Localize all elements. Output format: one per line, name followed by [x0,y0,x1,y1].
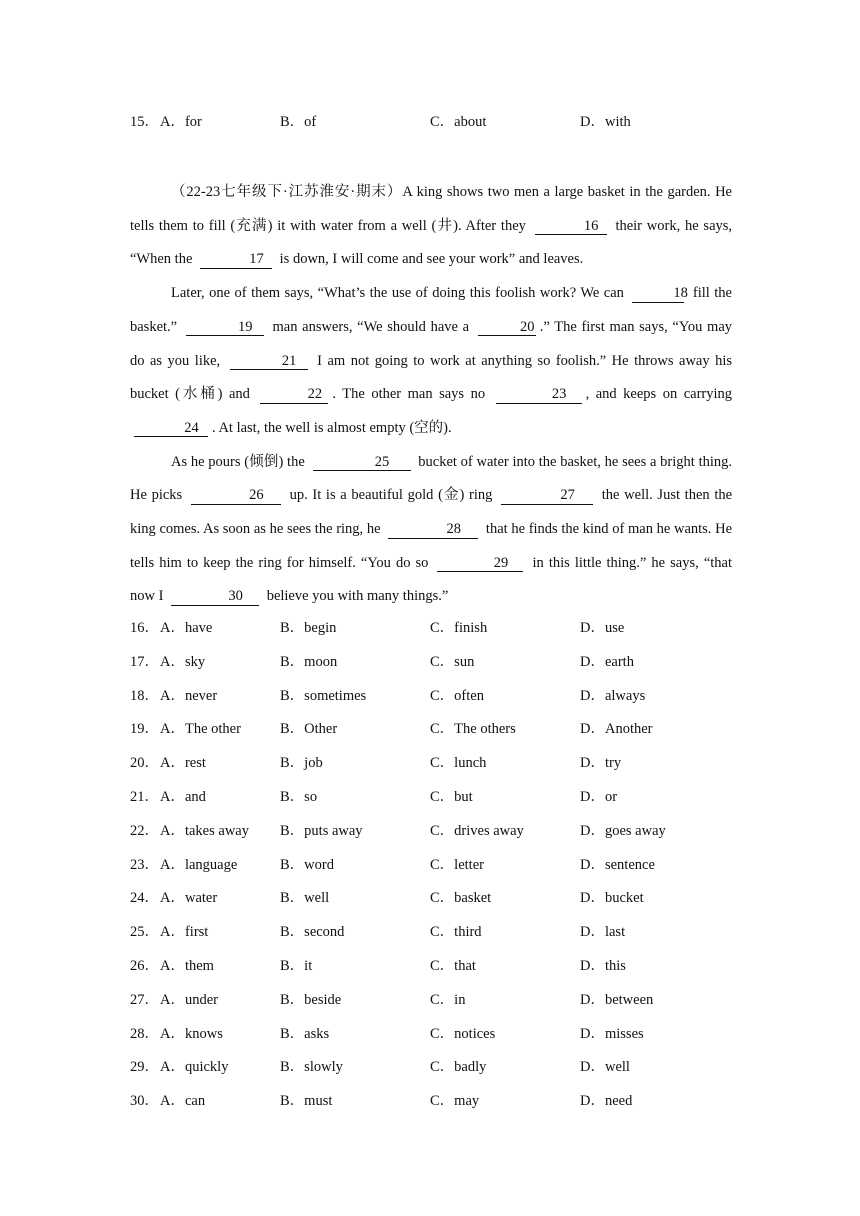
passage-text: believe you with many things.” [266,588,449,605]
question-number: 27． [130,991,159,1008]
option-b: B．asks [280,1025,330,1042]
question-number: 28． [130,1025,159,1042]
passage-text: . At last, the well is almost empty (空的). [212,419,452,436]
option-c: C．notices [430,1025,496,1042]
option-d: D．sentence [580,856,655,873]
option-d: D．bucket [580,890,644,907]
question-number: 29． [130,1059,159,1076]
option-a: A．water [160,890,218,907]
option-b: B．of [280,114,317,130]
option-b: B．slowly [280,1059,343,1076]
passage-text: .” The first man says, “You may do as you like, [130,318,733,369]
passage-text: fill the basket.” [130,285,732,335]
blank-27: 27 [501,488,593,505]
option-d: D．Another [580,721,653,738]
option-b: B．must [280,1093,333,1110]
blank-23: 23 [496,387,582,404]
passage-text: . The other man says no [332,386,486,403]
option-d: D．earth [580,653,634,670]
option-c: C．often [430,687,484,704]
passage-text: I am not going to work at anything so foolish.” He throws away his bucket (水桶) and [130,352,733,403]
question-number: 24． [130,890,159,907]
option-a: A．and [160,789,206,805]
passage-text: up. It is a beautiful gold (金) ring [289,487,493,504]
option-b: B．beside [280,991,342,1008]
option-b: B．second [280,924,345,941]
option-b: B．well [280,890,330,907]
option-b: B．Other [280,721,338,738]
passage-paragraph-1 [130,176,732,277]
option-a: A．can [160,1093,206,1110]
option-d: D．well [580,1059,630,1076]
passage-text: in this little thing.” he says, “that now I [130,554,732,605]
option-a: A．The other [160,721,241,738]
blank-28: 28 [388,522,478,539]
passage-text: A king shows two men a large basket in the garden. He tells them to fill (充满) it with water from a well (井). After they [130,184,732,234]
reading-passage [130,176,732,614]
blank-29: 29 [437,556,523,573]
blank-24: 24 [134,421,208,438]
option-b: B．begin [280,620,337,636]
blank-17: 17 [200,252,272,269]
question-number: 18． [130,687,159,704]
passage-paragraph-3 [130,446,732,615]
blank-30: 30 [171,589,259,606]
passage-text: As he pours (倾倒) the [171,453,305,470]
passage-text: their work, he says, “When the [130,217,733,268]
question-number: 26． [130,958,159,974]
option-a: A．never [160,687,218,704]
option-c: C．but [430,789,473,805]
option-a: A．language [160,856,238,873]
question-number: 17． [130,653,159,670]
option-a: A．knows [160,1025,223,1042]
passage-text: is down, I will come and see your work” and leaves. [279,251,584,268]
option-a: A．takes away [160,822,249,839]
blank-22: 22 [260,387,328,404]
blank-26: 26 [191,488,281,505]
question-number: 20． [130,755,159,772]
question-number: 22． [130,822,159,839]
option-c: C．about [430,114,487,130]
option-d: D．always [580,687,646,704]
option-c: C．in [430,991,466,1008]
question-number: 15． [130,114,159,130]
question-number: 23． [130,856,159,873]
option-c: C．basket [430,890,492,907]
option-c: C．may [430,1093,480,1110]
option-d: D．try [580,755,622,772]
option-b: B．job [280,755,323,772]
option-c: C．finish [430,620,488,636]
option-c: C．that [430,958,476,974]
option-a: A．rest [160,755,206,772]
blank-20: 20 [478,320,536,337]
passage-text: man answers, “We should have a [272,318,470,335]
passage-text: , and keeps on carrying [585,386,733,403]
option-c: C．sun [430,653,475,670]
blank-16: 16 [535,219,607,236]
question-number: 16． [130,620,159,636]
option-d: D．use [580,620,625,636]
option-a: A．have [160,620,213,636]
option-d: D．misses [580,1025,644,1042]
option-a: A．under [160,991,218,1008]
blank-18: 18 [632,286,684,303]
option-b: B．it [280,958,313,974]
option-d: D．between [580,991,654,1008]
blank-21: 21 [230,354,308,371]
passage-text: the well. Just then the king comes. As soon as he sees the ring, he [130,487,733,538]
blank-25: 25 [313,455,411,472]
option-d: D．or [580,789,618,805]
option-d: D．last [580,924,626,941]
option-d: D．goes away [580,822,666,839]
passage-text: bucket of water into the basket, he sees a bright thing. He picks [130,453,732,504]
blank-19: 19 [186,320,264,337]
question-number: 30． [130,1093,159,1110]
option-b: B．moon [280,653,338,670]
question-number: 25． [130,924,159,941]
option-c: C．lunch [430,755,487,772]
option-c: C．drives away [430,822,524,839]
option-b: B．puts away [280,822,363,839]
option-b: B．word [280,856,334,873]
option-c: C．third [430,924,482,941]
option-b: B．sometimes [280,687,367,704]
option-c: C．letter [430,856,484,873]
question-number: 21． [130,789,159,805]
option-a: A．first [160,924,209,941]
option-a: A．sky [160,653,206,670]
passage-text: Later, one of them says, “What’s the use of doing this foolish work? We can [171,285,624,302]
option-a: A．for [160,114,202,130]
option-b: B．so [280,789,318,805]
option-d: D．this [580,958,626,974]
passage-text: that he finds the kind of man he wants. He tells him to keep the ring for himself. “You do so [130,521,733,571]
option-d: D．need [580,1093,633,1110]
option-c: C．The others [430,721,516,738]
passage-paragraph-2 [130,277,732,446]
passage-source: （22-23七年级下·江苏淮安·期末） [171,184,403,200]
option-a: A．quickly [160,1059,229,1076]
option-c: C．badly [430,1059,487,1076]
option-d: D．with [580,114,631,130]
option-a: A．them [160,958,214,974]
question-number: 19． [130,721,159,738]
